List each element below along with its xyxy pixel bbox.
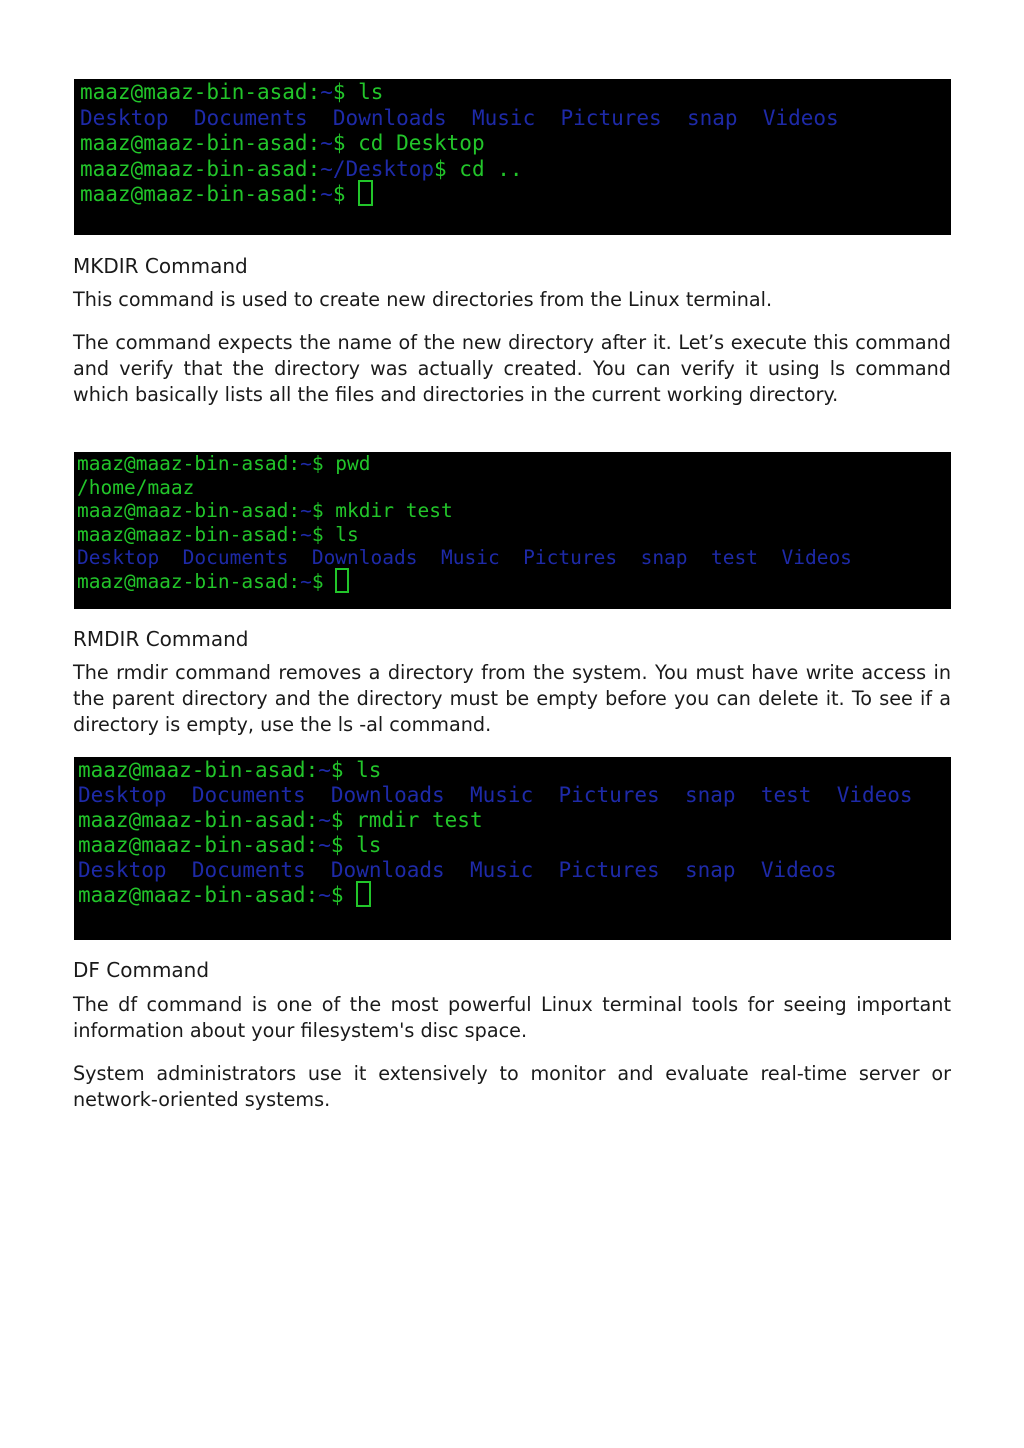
terminal-text: [167, 783, 192, 808]
terminal-text: [660, 783, 685, 808]
terminal-text: [447, 106, 472, 132]
terminal-text: $: [311, 569, 336, 593]
terminal-dir-text: Music: [440, 546, 500, 570]
terminal-dir-text: Videos: [836, 783, 913, 807]
terminal-dir-text: test: [760, 783, 812, 807]
terminal-text: [306, 858, 331, 883]
terminal-text: [445, 858, 470, 883]
terminal-text: [306, 783, 331, 808]
terminal-dir-text: snap: [684, 783, 736, 807]
terminal-cursor: [356, 881, 371, 907]
terminal-line: [77, 499, 951, 523]
terminal-text: [738, 106, 763, 132]
terminal-dir-text: Music: [472, 105, 536, 130]
terminal-dir-text: ~: [318, 808, 331, 832]
terminal-text: $ cd Desktop: [332, 131, 485, 155]
terminal-cursor: [358, 180, 373, 206]
terminal-text: $ ls: [330, 833, 382, 857]
terminal-dir-text: ~/Desktop: [320, 156, 435, 181]
terminal-text: [533, 783, 558, 808]
terminal-dir-text: Music: [470, 858, 534, 882]
terminal-dir-text: ~: [318, 833, 331, 857]
terminal-text: maaz@maaz-bin-asad:: [80, 182, 321, 206]
terminal-text: $: [330, 883, 357, 907]
terminal-text: maaz@maaz-bin-asad:: [78, 808, 319, 832]
terminal-text: [758, 546, 781, 570]
terminal-line: [80, 131, 951, 157]
terminal-dir-text: ~: [300, 569, 312, 593]
terminal-text: $ rmdir test: [330, 808, 483, 832]
terminal-dir-text: test: [711, 546, 758, 570]
terminal-text: [535, 106, 560, 132]
terminal-text: maaz@maaz-bin-asad:: [77, 522, 301, 546]
terminal-line: [77, 523, 951, 547]
terminal-dir-text: Music: [470, 783, 534, 807]
terminal-dir-text: Downloads: [330, 783, 445, 807]
terminal-text: maaz@maaz-bin-asad:: [80, 131, 321, 155]
terminal-dir-text: Downloads: [330, 858, 445, 882]
terminal-text: maaz@maaz-bin-asad:: [77, 452, 301, 475]
terminal-text: [445, 783, 470, 808]
terminal-dir-text: snap: [686, 105, 738, 130]
terminal-text: [308, 106, 333, 132]
terminal-text: maaz@maaz-bin-asad:: [78, 883, 319, 907]
terminal-dir-text: Videos: [781, 546, 852, 570]
terminal-text: [617, 546, 640, 570]
terminal-dir-text: Documents: [191, 858, 306, 882]
terminal-dir-text: Pictures: [523, 546, 618, 570]
terminal-text: $ ls: [330, 758, 382, 782]
terminal-line: [78, 758, 951, 783]
mkdir-explanation: The command expects the name of the new directory after it. Let’s execute this command and verify that the directory was actually created. You can verify it using ls command which basically lists all the files and directories in the current working directory.: [73, 331, 951, 407]
terminal-text: [169, 106, 194, 132]
terminal-dir-text: Videos: [760, 858, 837, 882]
rmdir-description: The rmdir command removes a directory from the system. You must have write access in the parent directory and the directory must be empty before you can delete it. To see if a directory is empty, use the ls -al command.: [73, 661, 951, 737]
terminal-line: [78, 808, 951, 833]
terminal-dir-text: ~: [318, 883, 331, 907]
terminal-dir-text: ~: [300, 452, 312, 475]
terminal-text: [167, 858, 192, 883]
terminal-line: [78, 858, 951, 883]
terminal-dir-text: ~: [320, 80, 333, 104]
terminal-cursor: [335, 568, 349, 593]
terminal-dir-text: ~: [318, 758, 331, 782]
terminal-line: [77, 570, 951, 594]
terminal-dir-text: Desktop: [78, 858, 167, 882]
df-description: The df command is one of the most powerful Linux terminal tools for seeing important information about your filesystem's disc space.: [73, 993, 951, 1043]
terminal-dir-text: Pictures: [558, 783, 660, 807]
terminal-dir-text: ~: [320, 182, 333, 206]
terminal-text: [533, 858, 558, 883]
terminal-screenshot-rmdir: [74, 757, 951, 940]
terminal-text: maaz@maaz-bin-asad:: [80, 80, 321, 104]
terminal-text: $ ls: [332, 80, 384, 104]
terminal-line: [77, 546, 951, 570]
terminal-dir-text: Desktop: [80, 105, 169, 130]
terminal-line: [77, 476, 951, 500]
terminal-text: maaz@maaz-bin-asad:: [78, 833, 319, 857]
mkdir-description: This command is used to create new directories from the Linux terminal.: [73, 288, 773, 311]
terminal-text: [159, 546, 182, 570]
mkdir-heading: MKDIR Command: [73, 254, 248, 278]
terminal-text: [688, 546, 711, 570]
terminal-line: [78, 833, 951, 858]
rmdir-heading: RMDIR Command: [73, 627, 249, 651]
terminal-dir-text: Desktop: [78, 783, 167, 807]
terminal-text: $ mkdir test: [311, 499, 453, 523]
terminal-line: [80, 157, 951, 183]
terminal-screenshot-cd: [74, 79, 951, 235]
terminal-dir-text: Pictures: [558, 858, 660, 882]
terminal-dir-text: ~: [320, 131, 333, 155]
terminal-text: [662, 106, 687, 132]
terminal-line: [77, 452, 951, 476]
terminal-text: maaz@maaz-bin-asad:: [77, 569, 301, 593]
terminal-dir-text: Pictures: [560, 105, 662, 130]
terminal-text: [500, 546, 523, 570]
terminal-dir-text: snap: [684, 858, 736, 882]
terminal-dir-text: ~: [300, 499, 312, 523]
terminal-dir-text: snap: [640, 546, 688, 570]
df-heading: DF Command: [73, 958, 210, 982]
terminal-text: $: [332, 182, 359, 206]
terminal-text: [736, 783, 761, 808]
terminal-line: [80, 182, 951, 208]
terminal-text: [288, 546, 311, 570]
terminal-text: maaz@maaz-bin-asad:: [78, 758, 319, 782]
df-usage: System administrators use it extensively to monitor and evaluate real-time server or network-oriented systems.: [73, 1062, 951, 1112]
terminal-dir-text: Videos: [762, 105, 839, 130]
terminal-line: [80, 106, 951, 132]
terminal-dir-text: Downloads: [332, 105, 447, 130]
terminal-screenshot-mkdir: [74, 452, 951, 609]
terminal-text: $ pwd: [311, 452, 371, 475]
terminal-text: maaz@maaz-bin-asad:: [80, 156, 321, 181]
terminal-dir-text: Desktop: [77, 546, 160, 570]
terminal-text: $ cd ..: [434, 156, 523, 181]
terminal-dir-text: Documents: [191, 783, 306, 807]
terminal-text: [736, 858, 761, 883]
terminal-dir-text: Documents: [193, 105, 308, 130]
terminal-line: [80, 80, 951, 106]
terminal-dir-text: ~: [300, 522, 312, 546]
terminal-text: $ ls: [311, 522, 359, 546]
terminal-text: [418, 546, 441, 570]
terminal-text: /home/maaz: [77, 475, 195, 499]
terminal-text: [660, 858, 685, 883]
terminal-line: [78, 783, 951, 808]
terminal-text: maaz@maaz-bin-asad:: [77, 499, 301, 523]
terminal-dir-text: Downloads: [311, 546, 418, 570]
terminal-dir-text: Documents: [182, 546, 289, 570]
terminal-text: [811, 783, 836, 808]
terminal-line: [78, 883, 951, 908]
